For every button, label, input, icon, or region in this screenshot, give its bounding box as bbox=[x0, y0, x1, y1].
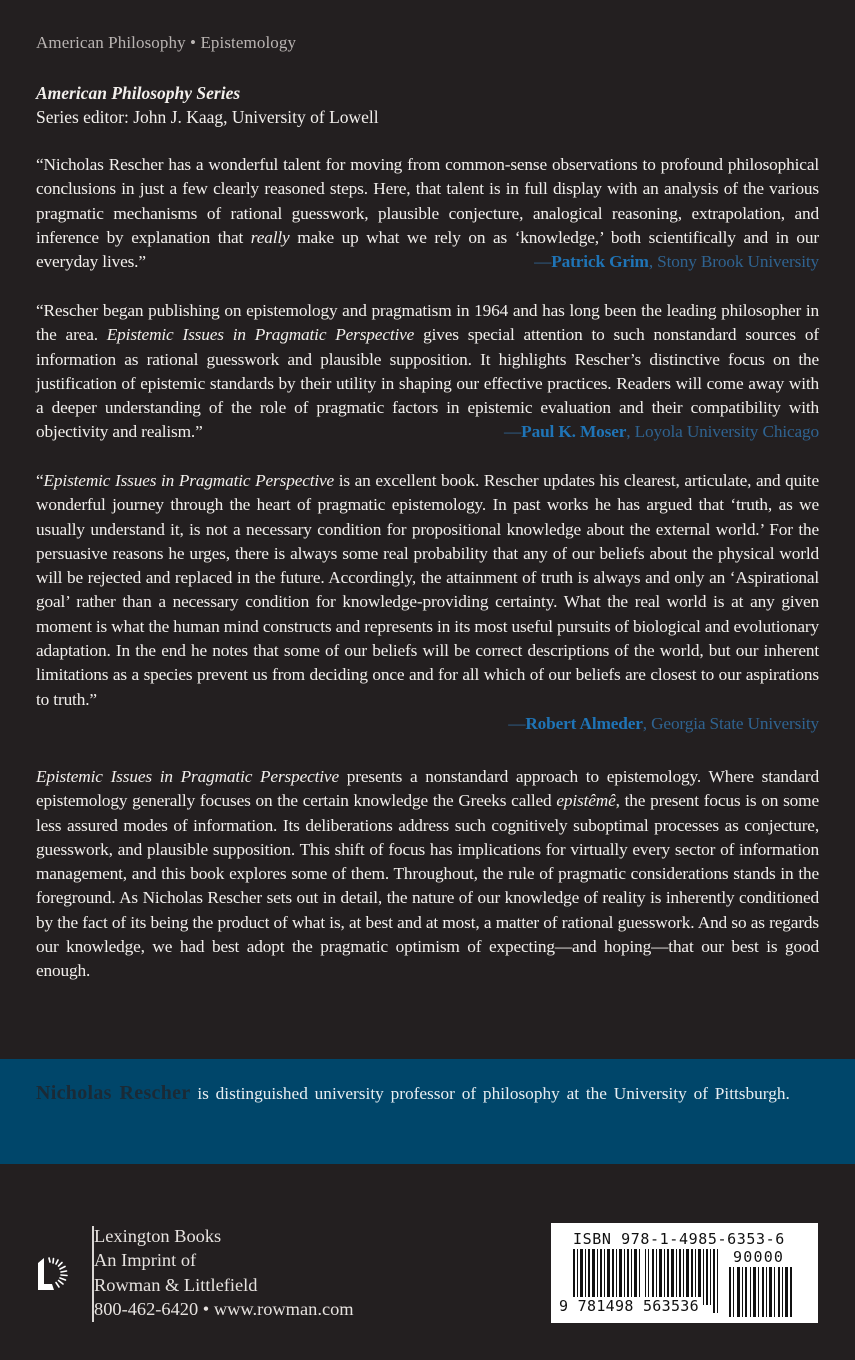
endorsement-attribution: —Robert Almeder, Georgia State University bbox=[508, 713, 819, 733]
book-description: Epistemic Issues in Pragmatic Perspective presents a nonstandard approach to epistemology. Where standard epistemology generally focuses on the certain knowledge the Greeks called epistêmê, the present focus is on some less assured modes of information. Its deliberations address such cognitively suboptimal processes as conjecture, guesswork, and plausible supposition. This shift of focus has implications for virtually every sector of information management, and this book explores some of them. Throughout, the rule of pragmatic considerations stands in the foreground. As Nicholas Rescher sets out in detail, the nature of our knowledge of reality is inherently conditioned by the fact of its being the product of what is, at best and at most, a matter of rational guesswork. And so as regards our knowledge, we had best adopt the pragmatic optimism of expecting—and hoping—that our best is good enough. bbox=[36, 767, 819, 981]
addon-barcode-bars bbox=[729, 1267, 795, 1317]
endorsement-2 bbox=[36, 299, 819, 445]
endorser-name: Robert Almeder bbox=[525, 713, 643, 733]
ean-digits: 9 781498 563536 bbox=[559, 1297, 699, 1315]
publisher-name: Lexington Books bbox=[94, 1226, 222, 1246]
series-info bbox=[36, 81, 379, 129]
series-editor: Series editor: John J. Kaag, University of Lowell bbox=[36, 107, 379, 127]
publisher-parent: Rowman & Littlefield bbox=[94, 1274, 258, 1295]
lexington-books-logo-icon bbox=[36, 1256, 70, 1292]
author-bio-band bbox=[0, 1059, 855, 1164]
author-bio bbox=[36, 1081, 819, 1107]
endorsement-3 bbox=[36, 469, 819, 736]
endorser-name: Patrick Grim bbox=[551, 252, 649, 272]
author-name: Nicholas Rescher bbox=[36, 1082, 191, 1104]
categories-line: American Philosophy • Epistemology bbox=[36, 33, 297, 52]
publisher-contact: 800-462-6420 • www.rowman.com bbox=[94, 1299, 354, 1320]
author-bio-text: is distinguished university professor of philosophy at the University of Pittsburgh. bbox=[190, 1084, 790, 1103]
endorsement-text: “Nicholas Rescher has a wonderful talent for moving from common-sense observations to profound philosophical conclusions in just a few clearly reasoned steps. Here, that talent is in full display with an analysis of the various pragmatic mechanisms of rational guesswork, plausible conjecture, analogical reasoning, extrapolation, and inference by explanation that really make up what we rely on as ‘knowledge,’ both scientifically and in our everyday lives.” bbox=[36, 155, 819, 272]
endorser-affiliation: , Loyola University Chicago bbox=[626, 422, 819, 442]
series-title: American Philosophy Series bbox=[36, 83, 241, 103]
endorser-name: Paul K. Moser bbox=[521, 422, 627, 442]
endorsement-text: “Rescher began publishing on epistemology and pragmatism in 1964 and has long been the leading philosopher in the area. Epistemic Issues in Pragmatic Perspective gives special attention to such nonstandard sources of information as rational guesswork and plausible supposition. It highlights Rescher’s distinctive focus on the justification of epistemic standards by their utility in shaping our effective practices. Readers will come away with a deeper understanding of the role of pragmatic factors in epistemic evaluation and their compatibility with objectivity and realism.” bbox=[36, 301, 819, 442]
price-code: 90000 bbox=[733, 1248, 785, 1266]
isbn-label: ISBN 978-1-4985-6353-6 bbox=[573, 1230, 785, 1248]
publisher-info bbox=[94, 1224, 354, 1322]
endorser-affiliation: , Georgia State University bbox=[642, 713, 819, 733]
isbn-barcode bbox=[551, 1223, 818, 1323]
endorser-affiliation: , Stony Brook University bbox=[648, 252, 819, 272]
endorsement-1 bbox=[36, 153, 819, 274]
endorsement-attribution: —Patrick Grim, Stony Brook University bbox=[534, 252, 819, 272]
endorsement-text: “Epistemic Issues in Pragmatic Perspective is an excellent book. Rescher updates his clearest, articulate, and quite wonderful journey through the heart of pragmatic epistemology. In past works he has argued that ‘truth, as we usually understand it, is not a necessary condition for propositional knowledge about the external world.’ For the persuasive reasons he urges, there is always some real probability that any of our beliefs about the physical world will be rejected and replaced in the future. Accordingly, the attainment of truth is always and only an ‘Aspirational goal’ rather than a necessary condition for knowledge-providing certainty. What the real world is at any given moment is what the human mind constructs and represents in its most useful pursuits of biological and evolutionary adaptation. In the end he notes that some of our beliefs will be correct descriptions of the world, but our inherent limitations as a species prevent us from deciding once and for all which of our beliefs are closest to our aspirations to truth.” bbox=[36, 471, 819, 709]
publisher-imprint-label: An Imprint of bbox=[94, 1250, 197, 1271]
endorsement-attribution: —Paul K. Moser, Loyola University Chicago bbox=[504, 422, 819, 442]
